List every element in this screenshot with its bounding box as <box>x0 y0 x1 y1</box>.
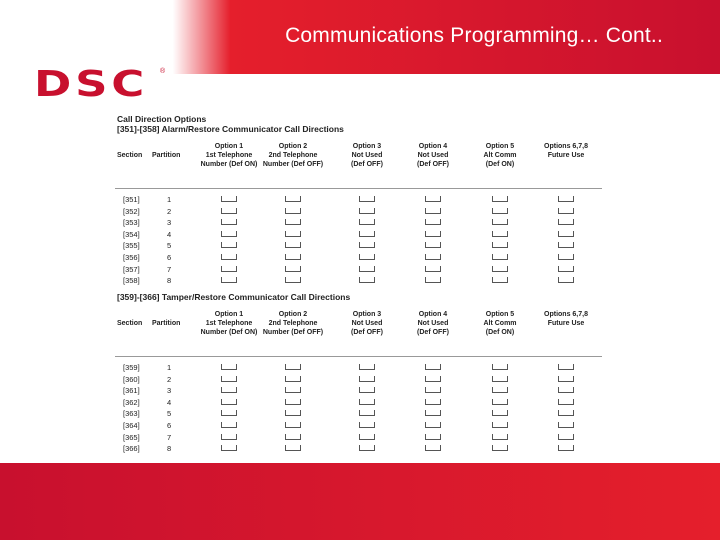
option-checkbox[interactable] <box>221 364 237 370</box>
option-checkbox[interactable] <box>425 376 441 382</box>
option-checkbox[interactable] <box>359 266 375 272</box>
option-checkbox[interactable] <box>425 387 441 393</box>
option-checkbox[interactable] <box>285 434 301 440</box>
partition-number: 1 <box>167 195 172 204</box>
option-checkbox[interactable] <box>359 277 375 283</box>
section-number: [358] <box>123 276 140 286</box>
option-checkbox[interactable] <box>221 399 237 405</box>
option-checkbox[interactable] <box>359 410 375 416</box>
option-checkbox[interactable] <box>492 277 508 283</box>
option-checkbox[interactable] <box>558 410 574 416</box>
section-number: [355] <box>123 241 140 251</box>
option-checkbox[interactable] <box>492 196 508 202</box>
option-checkbox[interactable] <box>492 242 508 248</box>
option-checkbox[interactable] <box>492 410 508 416</box>
section-number: [361] <box>123 386 140 396</box>
section-number: [362] <box>123 397 140 407</box>
option-checkbox[interactable] <box>425 434 441 440</box>
option-checkbox[interactable] <box>221 387 237 393</box>
partition-number: 1 <box>167 363 172 372</box>
option-checkbox[interactable] <box>359 219 375 225</box>
option-header-line: (Def ON) <box>485 161 515 168</box>
section-number: [351] <box>123 195 140 204</box>
option-header-line: Option 1 <box>214 311 244 318</box>
option-header-line: Not Used <box>417 320 449 327</box>
option-column-header <box>465 142 535 169</box>
section-number: [365] <box>123 432 140 442</box>
option-checkbox[interactable] <box>492 387 508 393</box>
option-header-line: 1st Telephone <box>205 320 253 327</box>
option-header-line: Options 6,7,8 <box>544 143 588 150</box>
option-checkbox[interactable] <box>359 364 375 370</box>
option-checkbox[interactable] <box>492 219 508 225</box>
option-header-line: Options 6,7,8 <box>544 311 588 318</box>
option-checkbox[interactable] <box>221 242 237 248</box>
option-checkbox[interactable] <box>558 219 574 225</box>
option-header-line: (Def OFF) <box>351 161 383 168</box>
option-checkbox[interactable] <box>425 364 441 370</box>
option-header-line: Future Use <box>547 152 585 159</box>
section-number: [353] <box>123 218 140 228</box>
option-checkbox[interactable] <box>425 445 441 451</box>
option-checkbox[interactable] <box>285 364 301 370</box>
footer-bar <box>0 463 720 540</box>
partition-number: 5 <box>167 241 172 251</box>
option-checkbox[interactable] <box>425 410 441 416</box>
dsc-logo: DSC <box>34 64 149 105</box>
option-checkbox[interactable] <box>285 277 301 283</box>
partition-number: 8 <box>167 444 172 454</box>
option-checkbox[interactable] <box>425 196 441 202</box>
section-number: [360] <box>123 374 140 384</box>
option-checkbox[interactable] <box>359 254 375 260</box>
header-divider <box>115 188 602 189</box>
option-header-line: Number (Def ON) <box>200 329 258 336</box>
partition-number: 2 <box>167 206 172 216</box>
section-number: [366] <box>123 444 140 454</box>
option-checkbox[interactable] <box>492 399 508 405</box>
option-header-line: Option 3 <box>352 143 382 150</box>
option-checkbox[interactable] <box>492 364 508 370</box>
document-title: Call Direction Options <box>117 114 207 124</box>
section-number: [356] <box>123 253 140 262</box>
option-checkbox[interactable] <box>221 196 237 202</box>
option-header-line: Option 4 <box>418 143 448 150</box>
partition-number: 6 <box>167 421 172 430</box>
option-checkbox[interactable] <box>425 266 441 272</box>
option-column-header <box>258 310 328 337</box>
section-number: [363] <box>123 409 140 419</box>
partition-number: 7 <box>167 432 172 442</box>
option-column-header <box>332 142 402 169</box>
option-checkbox[interactable] <box>359 422 375 428</box>
option-column-header <box>194 142 264 169</box>
option-checkbox[interactable] <box>558 364 574 370</box>
option-header-line: Alt Comm <box>483 152 517 159</box>
option-header-line: Not Used <box>351 152 383 159</box>
option-checkbox[interactable] <box>359 399 375 405</box>
option-checkbox[interactable] <box>285 266 301 272</box>
partition-number: 3 <box>167 218 172 228</box>
option-checkbox[interactable] <box>221 208 237 214</box>
option-header-line: Number (Def OFF) <box>262 329 324 336</box>
option-checkbox[interactable] <box>285 376 301 382</box>
section-number: [359] <box>123 363 140 372</box>
option-checkbox[interactable] <box>285 422 301 428</box>
registered-mark: ® <box>160 68 166 75</box>
option-checkbox[interactable] <box>425 422 441 428</box>
option-checkbox[interactable] <box>425 231 441 237</box>
option-checkbox[interactable] <box>221 277 237 283</box>
option-checkbox[interactable] <box>558 387 574 393</box>
option-checkbox[interactable] <box>285 399 301 405</box>
option-checkbox[interactable] <box>221 266 237 272</box>
option-checkbox[interactable] <box>492 445 508 451</box>
option-checkbox[interactable] <box>425 254 441 260</box>
option-checkbox[interactable] <box>425 219 441 225</box>
option-header-line: (Def OFF) <box>417 161 449 168</box>
option-checkbox[interactable] <box>558 277 574 283</box>
option-column-header <box>531 142 601 160</box>
option-checkbox[interactable] <box>359 434 375 440</box>
option-header-line: 2nd Telephone <box>268 152 318 159</box>
option-column-header <box>398 142 468 169</box>
option-checkbox[interactable] <box>558 376 574 382</box>
option-header-line: Future Use <box>547 320 585 327</box>
option-checkbox[interactable] <box>558 254 574 260</box>
option-checkbox[interactable] <box>221 422 237 428</box>
option-header-line: (Def OFF) <box>351 329 383 336</box>
partition-column-header: Partition <box>152 320 181 327</box>
option-checkbox[interactable] <box>492 231 508 237</box>
option-checkbox[interactable] <box>359 445 375 451</box>
option-checkbox[interactable] <box>221 231 237 237</box>
option-checkbox[interactable] <box>285 208 301 214</box>
partition-number: 3 <box>167 386 172 396</box>
option-checkbox[interactable] <box>221 445 237 451</box>
section-number: [354] <box>123 229 140 239</box>
option-checkbox[interactable] <box>492 434 508 440</box>
option-checkbox[interactable] <box>285 242 301 248</box>
option-checkbox[interactable] <box>492 266 508 272</box>
option-checkbox[interactable] <box>359 196 375 202</box>
option-header-line: (Def ON) <box>485 329 515 336</box>
option-checkbox[interactable] <box>285 410 301 416</box>
option-checkbox[interactable] <box>425 399 441 405</box>
option-checkbox[interactable] <box>285 231 301 237</box>
option-header-line: Option 5 <box>485 311 515 318</box>
option-checkbox[interactable] <box>359 231 375 237</box>
option-checkbox[interactable] <box>558 266 574 272</box>
option-checkbox[interactable] <box>221 219 237 225</box>
section-number: [357] <box>123 264 140 274</box>
option-checkbox[interactable] <box>425 208 441 214</box>
option-checkbox[interactable] <box>558 196 574 202</box>
partition-column-header: Partition <box>152 152 181 159</box>
partition-number: 4 <box>167 397 172 407</box>
option-header-line: 1st Telephone <box>205 152 253 159</box>
section-number: [352] <box>123 206 140 216</box>
option-checkbox[interactable] <box>285 254 301 260</box>
option-header-line: (Def OFF) <box>417 329 449 336</box>
option-checkbox[interactable] <box>425 242 441 248</box>
header-divider <box>115 356 602 357</box>
option-checkbox[interactable] <box>221 254 237 260</box>
option-column-header <box>258 142 328 169</box>
option-checkbox[interactable] <box>492 208 508 214</box>
partition-number: 5 <box>167 409 172 419</box>
option-checkbox[interactable] <box>285 196 301 202</box>
option-checkbox[interactable] <box>359 242 375 248</box>
partition-number: 2 <box>167 374 172 384</box>
option-column-header <box>398 310 468 337</box>
option-checkbox[interactable] <box>425 277 441 283</box>
option-header-line: Alt Comm <box>483 320 517 327</box>
option-header-line: Option 4 <box>418 311 448 318</box>
option-checkbox[interactable] <box>359 387 375 393</box>
partition-number: 6 <box>167 253 172 262</box>
partition-number: 7 <box>167 264 172 274</box>
option-checkbox[interactable] <box>221 376 237 382</box>
option-header-line: Number (Def ON) <box>200 161 258 168</box>
option-checkbox[interactable] <box>492 254 508 260</box>
option-checkbox[interactable] <box>359 208 375 214</box>
option-header-line: Option 2 <box>278 311 308 318</box>
option-checkbox[interactable] <box>285 387 301 393</box>
option-header-line: Not Used <box>351 320 383 327</box>
option-checkbox[interactable] <box>558 434 574 440</box>
option-header-line: Option 1 <box>214 143 244 150</box>
section-title: [359]-[366] Tamper/Restore Communicator Call Directions <box>117 292 351 302</box>
option-header-line: Number (Def OFF) <box>262 161 324 168</box>
option-column-header <box>531 310 601 328</box>
option-checkbox[interactable] <box>492 376 508 382</box>
option-column-header <box>332 310 402 337</box>
option-column-header <box>465 310 535 337</box>
option-checkbox[interactable] <box>558 399 574 405</box>
option-header-line: Option 3 <box>352 311 382 318</box>
option-checkbox[interactable] <box>558 208 574 214</box>
option-column-header <box>194 310 264 337</box>
option-checkbox[interactable] <box>558 231 574 237</box>
option-checkbox[interactable] <box>558 242 574 248</box>
option-header-line: Not Used <box>417 152 449 159</box>
section-number: [364] <box>123 421 140 430</box>
option-checkbox[interactable] <box>285 445 301 451</box>
option-checkbox[interactable] <box>221 410 237 416</box>
option-header-line: 2nd Telephone <box>268 320 318 327</box>
section-title: [351]-[358] Alarm/Restore Communicator Call Directions <box>117 124 344 134</box>
option-checkbox[interactable] <box>558 445 574 451</box>
partition-number: 8 <box>167 276 172 286</box>
option-checkbox[interactable] <box>492 422 508 428</box>
slide-title: Communications Programming… Cont.. <box>285 24 663 47</box>
section-column-header: Section <box>117 320 143 327</box>
option-header-line: Option 5 <box>485 143 515 150</box>
option-checkbox[interactable] <box>285 219 301 225</box>
call-direction-document <box>110 110 605 454</box>
option-checkbox[interactable] <box>221 434 237 440</box>
option-checkbox[interactable] <box>558 422 574 428</box>
option-checkbox[interactable] <box>359 376 375 382</box>
section-column-header: Section <box>117 152 143 159</box>
option-header-line: Option 2 <box>278 143 308 150</box>
partition-number: 4 <box>167 229 172 239</box>
